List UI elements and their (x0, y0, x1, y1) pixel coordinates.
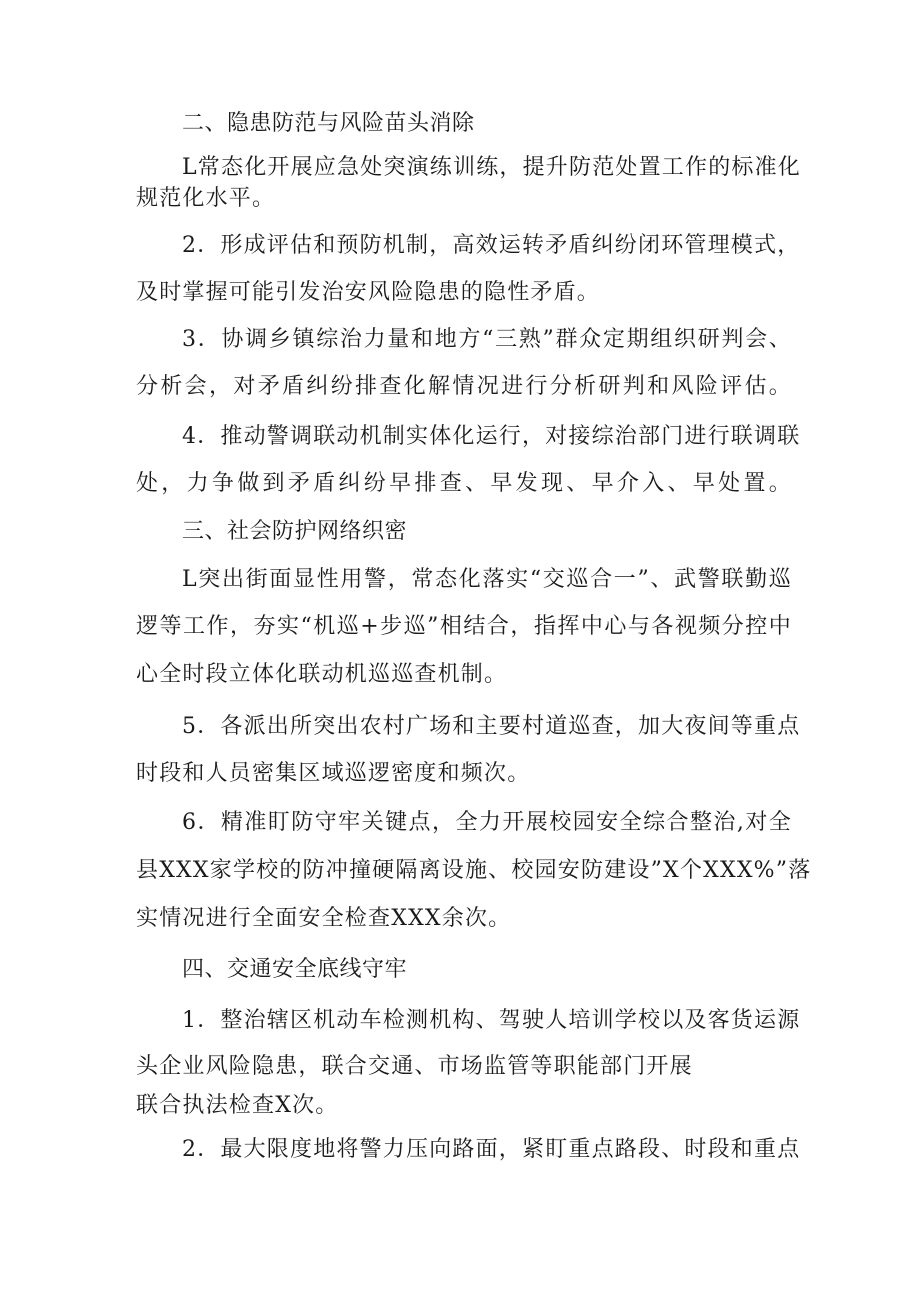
paragraph-line: L常态化开展应急处突演练训练，提升防范处置工作的标准化 (182, 155, 802, 180)
paragraph-line: 实情况进行全面安全检查XXX余次。 (136, 906, 512, 931)
paragraph-line: 6．精准盯防守牢关键点，全力开展校园安全综合整治,对全 (182, 810, 792, 835)
paragraph-line: 逻等工作，夯实“机巡+步巡”相结合，指挥中心与各视频分控中 (136, 614, 792, 639)
paragraph-line: 1．整治辖区机动车检测机构、驾驶人培训学校以及客货运源 (182, 1008, 801, 1033)
paragraph-line: 及时掌握可能引发治安风险隐患的隐性矛盾。 (136, 280, 601, 305)
paragraph-line: 规范化水平。 (136, 186, 276, 211)
paragraph-line: 心全时段立体化联动机巡巡查机制。 (136, 662, 508, 687)
paragraph-line: 县XXX家学校的防冲撞硬隔离设施、校园安防建设”X个XXX%”落 (136, 858, 812, 883)
section-heading-4: 四、交通安全底线守牢 (182, 957, 408, 982)
paragraph-line: 头企业风险隐患，联合交通、市场监管等职能部门开展 (136, 1054, 693, 1079)
paragraph-line: 2．最大限度地将警力压向路面，紧盯重点路段、时段和重点 (182, 1137, 801, 1162)
section-heading-3: 三、社会防护网络织密 (182, 519, 408, 544)
paragraph-line: 时段和人员密集区域巡逻密度和频次。 (136, 761, 531, 786)
paragraph-line: L突出街面显性用警，常态化落实“交巡合一”、武警联勤巡 (182, 567, 792, 592)
paragraph-line: 处，力争做到矛盾纠纷早排查、早发现、早介入、早处置。 (136, 471, 792, 496)
paragraph-line: 4．推动警调联动机制实体化运行，对接综治部门进行联调联 (182, 424, 801, 449)
paragraph-line: 分析会，对矛盾纠纷排查化解情况进行分析研判和风险评估。 (136, 374, 792, 399)
paragraph-line: 3．协调乡镇综治力量和地方“三熟”群众定期组织研判会、 (182, 327, 792, 352)
paragraph-line: 联合执法检查X次。 (136, 1093, 339, 1118)
paragraph-line: 2．形成评估和预防机制，高效运转矛盾纠纷闭环管理模式， (182, 233, 801, 258)
paragraph-line: 5．各派出所突出农村广场和主要村道巡查，加大夜间等重点 (182, 714, 801, 739)
section-heading-2: 二、隐患防范与风险苗头消除 (182, 111, 475, 136)
